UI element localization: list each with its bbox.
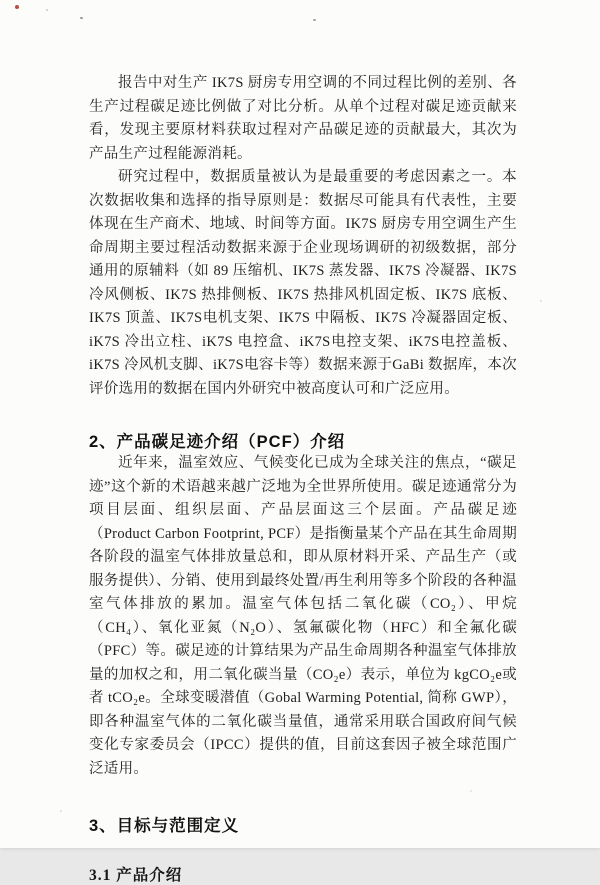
- page-content: [89, 72, 517, 885]
- scan-speck: [80, 17, 83, 19]
- section-heading-pcf-introduction: 2、产品碳足迹介绍（PCF）介绍: [89, 433, 346, 451]
- scan-artifact-red-dot: [15, 5, 19, 9]
- scan-speck: [540, 300, 542, 302]
- paragraph-process-comparison: 报告中对生产 IK7S 厨房专用空调的不同过程比例的差别、各生产过程碳足迹比例做了对比分析。从单个过程对碳足迹贡献来看，发现主要原材料获取过程对产品碳足迹的贡献最大，其次为产品生产过程能源消耗。: [89, 75, 517, 162]
- scan-speck: [313, 19, 316, 21]
- paragraph-pcf-description: 近年来，温室效应、气候变化已成为全球关注的焦点，“碳足迹”这个新的术语越来越广泛地为全世界所使用。碳足迹通常分为项目层面、组织层面、产品层面这三个层面。产品碳足迹（Product Carbon Footprint, PCF）是指衡量某个产品在其生命周期各阶段的温室气体排放量总和，即从原材料开采、产品生产（或服务提供）、分销、使用到最终处置/再生利用等多个阶段的各种温室气体排放的累加。温室气体包括二氧化碳（CO₂）、甲烷（CH₄）、氧化亚氮（N₂O）、氢氟碳化物（HFC）和全氟化碳（PFC）等。碳足迹的计算结果为产品生命周期各种温室气体排放量的加权之和，用二氧化碳当量（CO₂e）表示，单位为 kgCO₂e或者 tCO₂e。全球变暖潜值（Gobal Warming Potential, 简称 GWP），即各种温室气体的二氧化碳当量值，通常采用联合国政府间气候变化专家委员会（IPCC）提供的值，目前这套因子被全球范围广泛适用。: [89, 455, 517, 777]
- subsection-heading-product-introduction: 3.1 产品介绍: [89, 867, 183, 884]
- scan-speck: [46, 9, 48, 11]
- section-heading-goal-and-scope: 3、目标与范围定义: [89, 817, 240, 835]
- paragraph-data-quality: 研究过程中，数据质量被认为是最重要的考虑因素之一。本次数据收集和选择的指导原则是：数据尽可能具有代表性，主要体现在生产商术、地域、时间等方面。IK7S 厨房专用空调生产生命周期主要过程活动数据来源于企业现场调研的初级数据，部分通用的原辅料（如 89 压缩机、IK7S 蒸发器、IK7S 冷凝器、IK7S冷风侧板、IK7S 热排侧板、IK7S 热排风机固定板、IK7S 底板、IK7S 顶盖、IK7S电机支架、IK7S 中隔板、IK7S 冷凝器固定板、iK7S 冷出立柱、iK7S 电控盒、iK7S电控支架、iK7S电控盖板、iK7S 冷风机支脚、iK7S电容卡等）数据来源于GaBi 数据库，本次评价选用的数据在国内外研究中被高度认可和广泛应用。: [89, 169, 517, 397]
- scan-speck: [60, 810, 62, 812]
